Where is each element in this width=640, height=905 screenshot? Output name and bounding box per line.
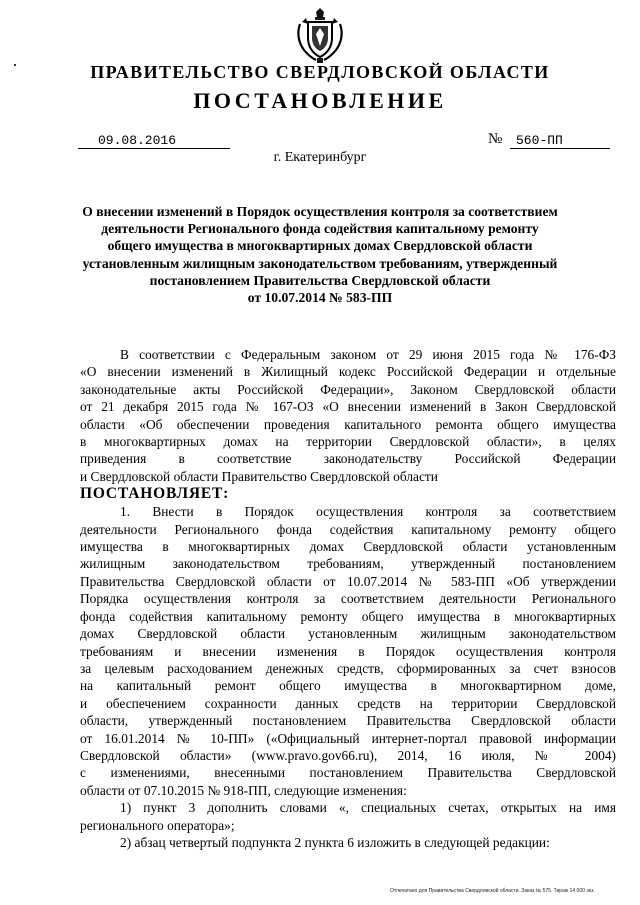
subitem2-line: 2) абзац четвертый подпункта 2 пункта 6 изложить в следующей редакции: <box>120 834 550 850</box>
preamble-line: и Свердловской области Правительство Свердловской области <box>80 468 438 484</box>
organization-name: ПРАВИТЕЛЬСТВО СВЕРДЛОВСКОЙ ОБЛАСТИ <box>90 62 550 82</box>
title-line: постановлением Правительства Свердловской области <box>149 272 491 288</box>
decree-word: ПОСТАНОВЛЯЕТ: <box>80 485 230 503</box>
document-city: г. Екатеринбург <box>273 150 367 165</box>
item1-line: деятельности Регионального фонда содействия капитальному ремонту общего <box>80 521 616 537</box>
item1-line: фонда содействия капитальному ремонту общего имущества в многоквартирных <box>80 608 616 624</box>
item1-line: требованиям и внесении изменения в Порядок осуществления контроля <box>80 643 616 659</box>
item1-line: Правительства Свердловской области от 10.07.2014 № 583-ПП «Об утверждении <box>80 573 616 589</box>
item1-line: домах Свердловской области установленным жилищным законодательством <box>80 626 616 642</box>
preamble-line: от 21 декабря 2015 года № 167-ОЗ «О внесении изменений в Закон Свердловской <box>80 399 616 415</box>
preamble-line: законодательные акты Российской Федерации», Законом Свердловской области <box>80 381 616 397</box>
subitem1-line: 1) пункт 3 дополнить словами «, специальных счетах, открытых на имя <box>120 800 616 816</box>
item1-line: за целевым расходованием денежных средств, сформированных за счет взносов <box>80 660 616 676</box>
item1-line: на капитальный ремонт общего имущества в многоквартирном доме, <box>80 678 616 694</box>
title-line: от 10.07.2014 № 583-ПП <box>247 290 393 306</box>
item1-line: имущества в многоквартирных домах Свердловской области установленным <box>80 539 616 555</box>
item1-line: Порядка осуществления контроля за соответствием деятельности Регионального <box>80 591 616 607</box>
document-number: 560-ПП <box>510 133 610 149</box>
preamble-line: в многоквартирных домах на территории Свердловской области», в целях <box>80 434 616 450</box>
preamble-line: «О внесении изменений в Жилищный кодекс Российской Федерации и отдельные <box>80 364 616 380</box>
preamble-line: области «Об обеспечении проведения капитального ремонта общего имущества <box>80 416 616 432</box>
number-label: № <box>488 131 503 147</box>
preamble-line: В соответствии с Федеральным законом от 29 июня 2015 года № 176-ФЗ <box>120 347 616 362</box>
title-line: О внесении изменений в Порядок осуществления контроля за соответствием <box>82 204 558 219</box>
item1-line: области, утвержденный постановлением Правительства Свердловской области <box>80 713 616 729</box>
item1-line: 1. Внести в Порядок осуществления контроля за соответствием <box>120 504 616 520</box>
subitem1-line: регионального оператора»; <box>80 817 235 833</box>
item1-line: с изменениями, внесенными постановлением Правительства Свердловской <box>80 765 616 781</box>
document-title <box>60 203 580 306</box>
item1-line: и обеспечением сохранности данных средств на территории Свердловской <box>80 695 616 711</box>
title-line: общего имущества в многоквартирных домах Свердловской области <box>107 238 533 254</box>
coat-of-arms-emblem <box>296 8 344 64</box>
print-footer: Отпечатано для Правительства Свердловской области. Заказ № 575. Тираж 14 000 экз. <box>390 888 595 894</box>
document-date: 09.08.2016 <box>78 133 230 149</box>
item1-line: от 16.01.2014 № 10-ПП» («Официальный интернет-портал правовой информации <box>80 730 616 746</box>
preamble-line: приведения в соответствие законодательству Российской Федерации <box>80 451 616 467</box>
title-line: установленным жилищным законодательством требованиям, утвержденный <box>82 255 558 271</box>
document-body <box>80 346 616 851</box>
document-type: ПОСТАНОВЛЕНИЕ <box>193 88 447 113</box>
title-line: деятельности Регионального фонда содействия капитальному ремонту <box>101 221 539 237</box>
item1-line: жилищным законодательством требованиям, утвержденный постановлением <box>80 556 616 572</box>
item1-line: Свердловской области» (www.pravo.gov66.ru), 2014, 16 июля, № 2004) <box>80 747 616 763</box>
item1-line: области от 07.10.2015 № 918-ПП, следующие изменения: <box>80 782 407 798</box>
